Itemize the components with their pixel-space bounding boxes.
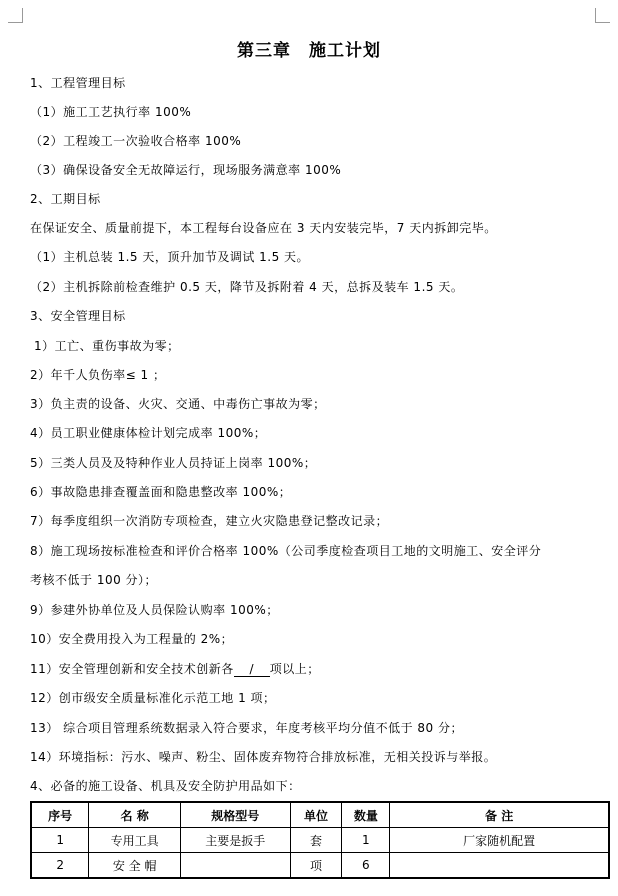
equipment-table — [30, 801, 610, 879]
line-text-after: 项以上； — [269, 662, 320, 676]
paragraph-line: （2）主机拆除前检查维护 0.5 天，降节及拆附着 4 天，总拆及装车 1.5 天。 — [30, 280, 464, 294]
chapter-title — [0, 36, 618, 61]
cell-spec: 主要是扳手 — [180, 828, 290, 853]
fill-in-blank: / — [234, 662, 270, 677]
crop-mark-top-left — [8, 8, 23, 23]
cell-name: 安 全 帽 — [89, 853, 181, 879]
section-heading: 3、安全管理目标 — [30, 309, 126, 323]
cell-name: 专用工具 — [89, 828, 181, 853]
paragraph-line: （3）确保设备安全无故障运行，现场服务满意率 100% — [30, 163, 342, 177]
chapter-number: 第三章 — [237, 41, 291, 61]
paragraph-line: 9）参建外协单位及人员保险认购率 100%； — [30, 603, 279, 617]
cell-seq: 2 — [31, 853, 89, 879]
table-row — [31, 853, 609, 879]
paragraph-line: 3）负主责的设备、火灾、交通、中毒伤亡事故为零； — [30, 397, 326, 411]
paragraph-line: （1）主机总装 1.5 天，顶升加节及调试 1.5 天。 — [30, 250, 310, 264]
header-spec: 规格型号 — [180, 802, 290, 828]
paragraph-line: 10）安全费用投入为工程量的 2%； — [30, 632, 234, 646]
paragraph-line: 7）每季度组织一次消防专项检查，建立火灾隐患登记整改记录； — [30, 514, 389, 528]
cell-unit: 项 — [290, 853, 342, 879]
paragraph-line: （2）工程竣工一次验收合格率 100% — [30, 134, 242, 148]
section-heading: 4、必备的施工设备、机具及安全防护用品如下： — [30, 779, 301, 793]
paragraph-line: 6）事故隐患排查覆盖面和隐患整改率 100%； — [30, 485, 292, 499]
cell-remark — [390, 853, 609, 879]
crop-mark-top-right — [595, 8, 610, 23]
line-text-before: 11）安全管理创新和安全技术创新各 — [30, 662, 234, 676]
paragraph-line: 8）施工现场按标准检查和评价合格率 100%（公司季度检查项目工地的文明施工、安全评分 — [30, 544, 542, 558]
paragraph-line: 考核不低于 100 分）； — [30, 573, 158, 587]
header-qty: 数量 — [342, 802, 390, 828]
paragraph-line-with-blank — [30, 660, 320, 677]
table-header-row — [31, 802, 609, 828]
paragraph-line: 13） 综合项目管理系统数据录入符合要求，年度考核平均分值不低于 80 分； — [30, 721, 463, 735]
paragraph-line: 1）工亡、重伤事故为零； — [34, 339, 180, 353]
header-name: 名 称 — [89, 802, 181, 828]
cell-qty: 1 — [342, 828, 390, 853]
chapter-name: 施工计划 — [309, 41, 381, 61]
paragraph-line: 2）年千人负伤率≤ 1 ； — [30, 368, 166, 382]
section-heading: 1、工程管理目标 — [30, 76, 126, 90]
paragraph-line: 4）员工职业健康体检计划完成率 100%； — [30, 426, 267, 440]
cell-qty: 6 — [342, 853, 390, 879]
paragraph-line: 12）创市级安全质量标准化示范工地 1 项； — [30, 691, 276, 705]
paragraph-line: 14）环境指标：污水、噪声、粉尘、固体废弃物符合排放标准，无相关投诉与举报。 — [30, 750, 497, 764]
header-remark: 备 注 — [390, 802, 609, 828]
header-seq: 序号 — [31, 802, 89, 828]
cell-remark: 厂家随机配置 — [390, 828, 609, 853]
header-unit: 单位 — [290, 802, 342, 828]
cell-seq: 1 — [31, 828, 89, 853]
paragraph-line: 在保证安全、质量前提下，本工程每台设备应在 3 天内安装完毕，7 天内拆卸完毕。 — [30, 221, 497, 235]
paragraph-line: 5）三类人员及及特种作业人员持证上岗率 100%； — [30, 456, 317, 470]
table-row — [31, 828, 609, 853]
paragraph-line: （1）施工工艺执行率 100% — [30, 105, 192, 119]
section-heading: 2、工期目标 — [30, 192, 101, 206]
cell-spec — [180, 853, 290, 879]
cell-unit: 套 — [290, 828, 342, 853]
